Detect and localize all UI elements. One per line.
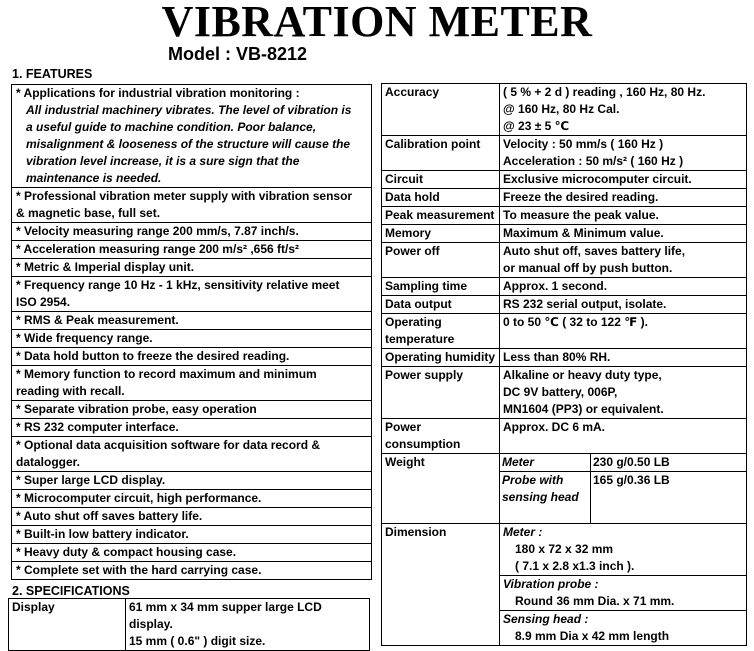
spec-row <box>382 278 747 296</box>
spec-value: 0 to 50 ℃ ( 32 to 122 ℉ ). <box>500 314 747 349</box>
feature-item: * Velocity measuring range 200 mm/s, 7.87 inch/s. <box>12 223 372 241</box>
model-number: Model : VB-8212 <box>168 44 308 64</box>
spec-value: Auto shut off, saves battery life, or manual off by push button. <box>500 243 747 278</box>
spec-label: Data hold <box>382 189 500 207</box>
spec-row <box>382 314 747 349</box>
spec-row <box>382 367 747 419</box>
spec-label: Peak measurement <box>382 207 500 225</box>
spec-label: Power off <box>382 243 500 278</box>
spec-value: Exclusive microcomputer circuit. <box>500 171 747 189</box>
feature-item: * Data hold button to freeze the desired reading. <box>12 348 372 366</box>
dimension-values: Meter : 180 x 72 x 32 mm ( 7.1 x 2.8 x1.3 inch ). Vibration probe : Round 36 mm Dia. x 71 mm. Sensing head : 8.9 mm Dia x 42 mm length <box>500 524 747 646</box>
spec-value: RS 232 serial output, isolate. <box>500 296 747 314</box>
spec-row <box>382 349 747 367</box>
spec-label: Power supply <box>382 367 500 419</box>
spec-label: Sampling time <box>382 278 500 296</box>
spec-label: Memory <box>382 225 500 243</box>
features-heading: 1. FEATURES <box>12 67 93 81</box>
page-title: VIBRATION METER <box>161 0 593 46</box>
spec-row <box>382 189 747 207</box>
feature-item: * Separate vibration probe, easy operation <box>12 401 372 419</box>
specifications-table <box>381 83 747 646</box>
applications-description: All industrial machinery vibrates. The level of vibration is a useful guide to machine condition. Poor balance, misalignment & looseness of the structure will cause the vibration level increase, it is a sure sign that the maintenance is needed. <box>26 103 352 185</box>
features-table <box>11 84 372 580</box>
feature-item: * Microcomputer circuit, high performance. <box>12 490 372 508</box>
spec-row-display: Display 61 mm x 34 mm supper large LCD display. 15 mm ( 0.6" ) digit size. <box>9 599 370 651</box>
spec-label: Calibration point <box>382 136 500 171</box>
spec-value: Maximum & Minimum value. <box>500 225 747 243</box>
spec-row <box>382 419 747 454</box>
spec-label: Power consumption <box>382 419 500 454</box>
feature-item: * Built-in low battery indicator. <box>12 526 372 544</box>
weight-subtable: Meter 230 g/0.50 LB Probe with sensing head 165 g/0.36 LB <box>500 454 746 523</box>
spec-row <box>382 84 747 136</box>
specifications-heading: 2. SPECIFICATIONS <box>12 584 130 598</box>
spec-value: Alkaline or heavy duty type, DC 9V battery, 006P, MN1604 (PP3) or equivalent. <box>500 367 747 419</box>
feature-item: * Complete set with the hard carrying case. <box>12 562 372 580</box>
feature-item: * Memory function to record maximum and minimum reading with recall. <box>12 366 372 401</box>
spec-value: Velocity : 50 mm/s ( 160 Hz ) Acceleration : 50 m/s² ( 160 Hz ) <box>500 136 747 171</box>
spec-value: Approx. DC 6 mA. <box>500 419 747 454</box>
spec-value: ( 5 % + 2 d ) reading , 160 Hz, 80 Hz. @ 160 Hz, 80 Hz Cal. @ 23 ± 5 ℃ <box>500 84 747 136</box>
spec-row <box>382 225 747 243</box>
feature-item: * Auto shut off saves battery life. <box>12 508 372 526</box>
feature-item: * RS 232 computer interface. <box>12 419 372 437</box>
feature-item: * Frequency range 10 Hz - 1 kHz, sensitivity relative meet ISO 2954. <box>12 277 372 312</box>
spec-label: Circuit <box>382 171 500 189</box>
feature-applications: * Applications for industrial vibration monitoring : All industrial machinery vibrates. The level of vibration is a useful guide to machine condition. Poor balance, misalignment & looseness of the structure will cause the vibration level increase, it is a sure sign that the maintenance is needed. <box>12 85 372 188</box>
spec-value: To measure the peak value. <box>500 207 747 225</box>
spec-row-weight: Weight Meter 230 g/0.50 LB Probe with sensing head 165 g/0.36 LB <box>382 454 747 524</box>
feature-item: * Professional vibration meter supply with vibration sensor & magnetic base, full set. <box>12 188 372 223</box>
feature-item: * Metric & Imperial display unit. <box>12 259 372 277</box>
spec-row <box>382 243 747 278</box>
spec-row-dimension: Dimension Meter : 180 x 72 x 32 mm ( 7.1 x 2.8 x1.3 inch ). Vibration probe : Round 36 mm Dia. x 71 mm. Sensing head : 8.9 mm Dia x 42 mm length <box>382 524 747 646</box>
spec-label: Data output <box>382 296 500 314</box>
spec-value: Less than 80% RH. <box>500 349 747 367</box>
feature-item: * Acceleration measuring range 200 m/s² ,656 ft/s² <box>12 241 372 259</box>
spec-label: Accuracy <box>382 84 500 136</box>
feature-item: * Optional data acquisition software for data record & datalogger. <box>12 437 372 472</box>
specifications-display-table <box>8 598 370 651</box>
feature-item: * RMS & Peak measurement. <box>12 312 372 330</box>
spec-value: Freeze the desired reading. <box>500 189 747 207</box>
feature-item: * Heavy duty & compact housing case. <box>12 544 372 562</box>
spec-value: Approx. 1 second. <box>500 278 747 296</box>
spec-label: Operating humidity <box>382 349 500 367</box>
feature-item: * Wide frequency range. <box>12 330 372 348</box>
spec-row <box>382 207 747 225</box>
spec-row <box>382 136 747 171</box>
feature-item: * Super large LCD display. <box>12 472 372 490</box>
spec-row <box>382 296 747 314</box>
spec-label: Operating temperature <box>382 314 500 349</box>
spec-row <box>382 171 747 189</box>
